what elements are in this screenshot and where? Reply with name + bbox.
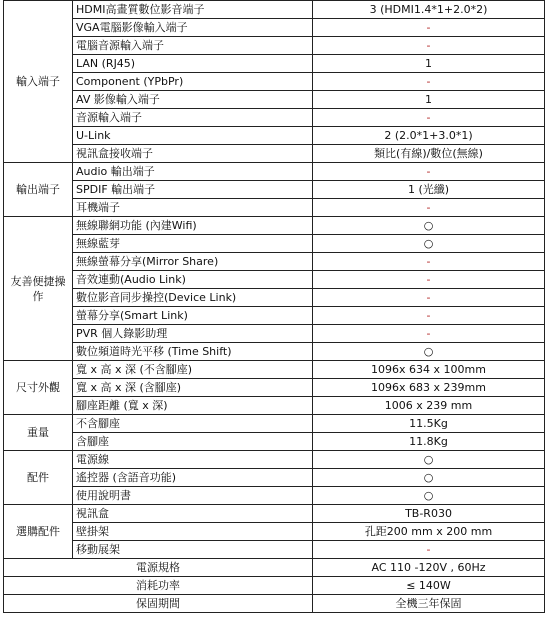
value-cell: -	[313, 199, 545, 217]
value-cell: 1	[313, 91, 545, 109]
table-row	[4, 253, 545, 271]
value-cell: 孔距200 mm x 200 mm	[313, 523, 545, 541]
feature-cell: 腳座距離 (寬 x 深)	[73, 397, 313, 415]
spec-label-cell: 消耗功率	[4, 577, 313, 595]
table-row	[4, 433, 545, 451]
value-cell: -	[313, 271, 545, 289]
feature-cell: PVR 個人錄影助理	[73, 325, 313, 343]
table-row	[4, 307, 545, 325]
feature-cell: 無線螢幕分享(Mirror Share)	[73, 253, 313, 271]
table-row	[4, 595, 545, 613]
table-row	[4, 55, 545, 73]
value-cell: 1 (光纖)	[313, 181, 545, 199]
feature-cell: U-Link	[73, 127, 313, 145]
feature-cell: 無線藍芽	[73, 235, 313, 253]
table-row	[4, 343, 545, 361]
feature-cell: 寬 x 高 x 深 (含腳座)	[73, 379, 313, 397]
value-cell: ○	[313, 451, 545, 469]
table-row	[4, 379, 545, 397]
feature-cell: 遙控器 (含語音功能)	[73, 469, 313, 487]
value-cell: 1	[313, 55, 545, 73]
value-cell: 全機三年保固	[313, 595, 545, 613]
feature-cell: 視訊盒接收端子	[73, 145, 313, 163]
feature-cell: 壁掛架	[73, 523, 313, 541]
value-cell: -	[313, 289, 545, 307]
category-cell: 選購配件	[4, 505, 73, 559]
feature-cell: LAN (RJ45)	[73, 55, 313, 73]
feature-cell: Audio 輸出端子	[73, 163, 313, 181]
feature-cell: 移動展架	[73, 541, 313, 559]
table-row	[4, 19, 545, 37]
value-cell: ○	[313, 487, 545, 505]
table-row	[4, 163, 545, 181]
table-row	[4, 217, 545, 235]
category-cell: 重量	[4, 415, 73, 451]
value-cell: TB-R030	[313, 505, 545, 523]
table-row	[4, 361, 545, 379]
value-cell: 1096x 683 x 239mm	[313, 379, 545, 397]
table-row	[4, 505, 545, 523]
value-cell: 11.5Kg	[313, 415, 545, 433]
spec-label-cell: 電源規格	[4, 559, 313, 577]
value-cell: 1096x 634 x 100mm	[313, 361, 545, 379]
feature-cell: 電腦音源輸入端子	[73, 37, 313, 55]
feature-cell: 耳機端子	[73, 199, 313, 217]
category-cell: 友善便捷操作	[4, 217, 73, 361]
table-row	[4, 559, 545, 577]
feature-cell: 音效連動(Audio Link)	[73, 271, 313, 289]
feature-cell: 視訊盒	[73, 505, 313, 523]
feature-cell: SPDIF 輸出端子	[73, 181, 313, 199]
feature-cell: 寬 x 高 x 深 (不含腳座)	[73, 361, 313, 379]
table-row	[4, 451, 545, 469]
table-row	[4, 487, 545, 505]
table-row	[4, 145, 545, 163]
value-cell: ○	[313, 343, 545, 361]
feature-cell: 無線聯網功能 (內建Wifi)	[73, 217, 313, 235]
value-cell: 類比(有線)/數位(無線)	[313, 145, 545, 163]
value-cell: AC 110 -120V , 60Hz	[313, 559, 545, 577]
table-row	[4, 577, 545, 595]
feature-cell: 含腳座	[73, 433, 313, 451]
value-cell: -	[313, 37, 545, 55]
feature-cell: 音源輸入端子	[73, 109, 313, 127]
table-row	[4, 541, 545, 559]
value-cell: 3 (HDMI1.4*1+2.0*2)	[313, 1, 545, 19]
table-row	[4, 199, 545, 217]
value-cell: -	[313, 109, 545, 127]
value-cell: -	[313, 163, 545, 181]
table-row	[4, 235, 545, 253]
value-cell: -	[313, 307, 545, 325]
feature-cell: 使用說明書	[73, 487, 313, 505]
feature-cell: 數位影音同步操控(Device Link)	[73, 289, 313, 307]
value-cell: ○	[313, 469, 545, 487]
value-cell: -	[313, 325, 545, 343]
table-row	[4, 1, 545, 19]
spec-label-cell: 保固期間	[4, 595, 313, 613]
table-row	[4, 109, 545, 127]
table-row	[4, 523, 545, 541]
value-cell: -	[313, 253, 545, 271]
table-row	[4, 181, 545, 199]
value-cell: -	[313, 541, 545, 559]
feature-cell: Component (YPbPr)	[73, 73, 313, 91]
value-cell: -	[313, 73, 545, 91]
table-row	[4, 127, 545, 145]
value-cell: ○	[313, 235, 545, 253]
value-cell: ≤ 140W	[313, 577, 545, 595]
table-row	[4, 91, 545, 109]
spec-table-body	[4, 1, 545, 613]
table-row	[4, 289, 545, 307]
spec-table	[3, 0, 545, 613]
value-cell: 2 (2.0*1+3.0*1)	[313, 127, 545, 145]
table-row	[4, 397, 545, 415]
value-cell: 11.8Kg	[313, 433, 545, 451]
feature-cell: AV 影像輸入端子	[73, 91, 313, 109]
table-row	[4, 271, 545, 289]
feature-cell: 螢幕分享(Smart Link)	[73, 307, 313, 325]
table-row	[4, 415, 545, 433]
category-cell: 輸出端子	[4, 163, 73, 217]
table-row	[4, 73, 545, 91]
feature-cell: 數位頻道時光平移 (Time Shift)	[73, 343, 313, 361]
value-cell: 1006 x 239 mm	[313, 397, 545, 415]
value-cell: -	[313, 19, 545, 37]
category-cell: 配件	[4, 451, 73, 505]
table-row	[4, 325, 545, 343]
category-cell: 輸入端子	[4, 1, 73, 163]
feature-cell: VGA電腦影像輸入端子	[73, 19, 313, 37]
table-row	[4, 37, 545, 55]
feature-cell: 電源線	[73, 451, 313, 469]
table-row	[4, 469, 545, 487]
value-cell: ○	[313, 217, 545, 235]
feature-cell: 不含腳座	[73, 415, 313, 433]
feature-cell: HDMI高畫質數位影音端子	[73, 1, 313, 19]
category-cell: 尺寸外觀	[4, 361, 73, 415]
